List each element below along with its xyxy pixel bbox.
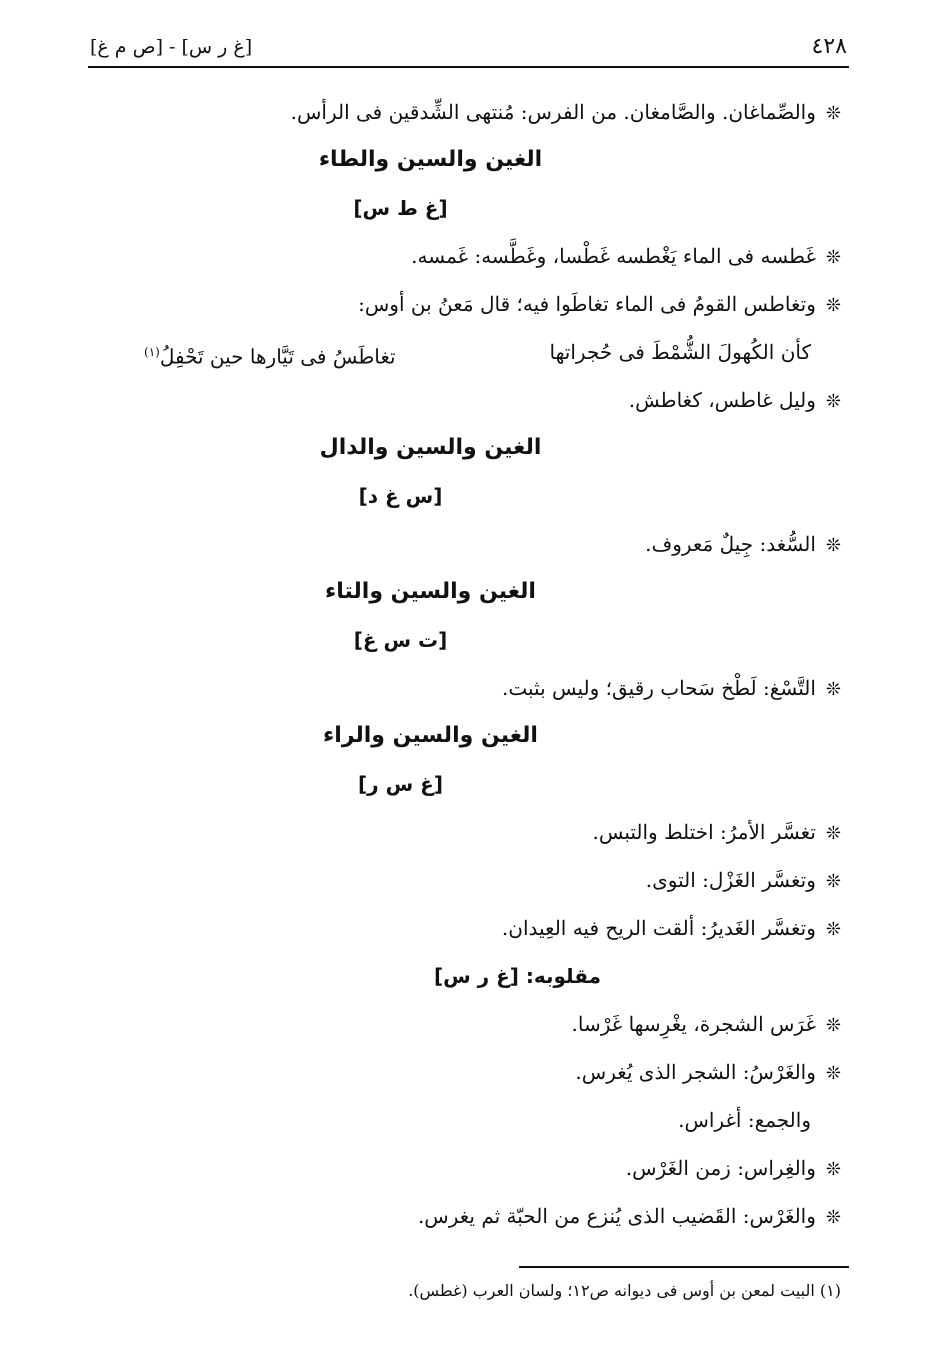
section-heading: الغين والسين والراء — [323, 723, 538, 748]
root-heading: [س غ د] — [358, 484, 443, 508]
entry-line: ❊غَرَس الشجرة، يغْرِسها غَرْسا. — [80, 1000, 841, 1048]
entry-line: ❊التَّسْغ: لَطْخ سَحاب رقيق؛ وليس بثبت. — [80, 664, 841, 712]
page-number: ٤٢٨ — [811, 34, 847, 59]
entry-marker: ❊ — [825, 823, 841, 844]
verse-first-hemistich: كأن الكُهولَ الشُّمْطَ فى حُجراتها — [549, 340, 811, 364]
entry-marker: ❊ — [825, 1159, 841, 1180]
section-heading: الغين والسين والطاء — [318, 147, 543, 172]
entry-marker: ❊ — [825, 247, 841, 268]
root-heading: [غ س ر] — [358, 772, 443, 796]
entry-marker: ❊ — [825, 871, 841, 892]
section-heading: الغين والسين والدال — [319, 435, 542, 460]
entry-marker: ❊ — [825, 1015, 841, 1036]
section-heading: الغين والسين والتاء — [325, 579, 536, 604]
entry-line: ❊السُّغد: جِيلٌ مَعروف. — [80, 520, 841, 568]
entry-line: ❊والصِّماغان. والصَّامغان. من الفرس: مُنتهى الشِّدقين فى الرأس. — [80, 88, 841, 136]
poetry-verse — [80, 328, 841, 376]
page-header — [88, 30, 849, 68]
entry-line: ❊وتغسَّر الغَديرُ: ألقت الريح فيه العِيدان. — [80, 904, 841, 952]
entry-marker: ❊ — [825, 919, 841, 940]
entry-line: ❊والغَرْس: القَضيب الذى يُنزع من الحبّة ثم يغرس. — [80, 1192, 841, 1240]
entry-marker: ❊ — [825, 103, 841, 124]
entry-line: ❊وليل غاطس، كغاطش. — [80, 376, 841, 424]
entry-line: ❊والغَرْسُ: الشجر الذى يُغرس. — [80, 1048, 841, 1096]
inverted-root-heading: مقلوبه: [غ ر س] — [433, 964, 601, 988]
footnote-reference: (١) — [144, 345, 160, 359]
root-heading: [غ ط س] — [353, 196, 448, 220]
entry-marker: ❊ — [825, 295, 841, 316]
entry-line: ❊غَطسه فى الماء يَغْطسه غَطْسا، وغَطَّسه: غَمسه. — [80, 232, 841, 280]
entry-line: ❊والغِراس: زمن الغَرْس. — [80, 1144, 841, 1192]
running-head: [ص م غ] - [غ ر س] — [90, 36, 253, 58]
entry-marker: ❊ — [825, 1207, 841, 1228]
entry-line: ❊وتغسَّر الغَزْل: التوى. — [80, 856, 841, 904]
footnote-divider — [519, 1266, 849, 1268]
entry-marker: ❊ — [825, 391, 841, 412]
main-text — [80, 88, 841, 1240]
entry-marker: ❊ — [825, 679, 841, 700]
entry-line: والجمع: أغراس. — [678, 1108, 811, 1132]
entry-line: ❊وتغاطس القومُ فى الماء تغاطَوا فيه؛ قال مَعنُ بن أوس: — [80, 280, 841, 328]
entry-marker: ❊ — [825, 1063, 841, 1084]
footnote: (١) البيت لمعن بن أوس فى ديوانه ص١٢؛ ولسان العرب (غطس). — [408, 1281, 841, 1300]
verse-second-hemistich: تغاطَسُ فى تَيَّارها حين تَحْفِلُ$^{(١)}$ — [144, 344, 396, 369]
entry-marker: ❊ — [825, 535, 841, 556]
entry-line: ❊تغسَّر الأمرُ: اختلط والتبس. — [80, 808, 841, 856]
root-heading: [ت س غ] — [353, 628, 448, 652]
